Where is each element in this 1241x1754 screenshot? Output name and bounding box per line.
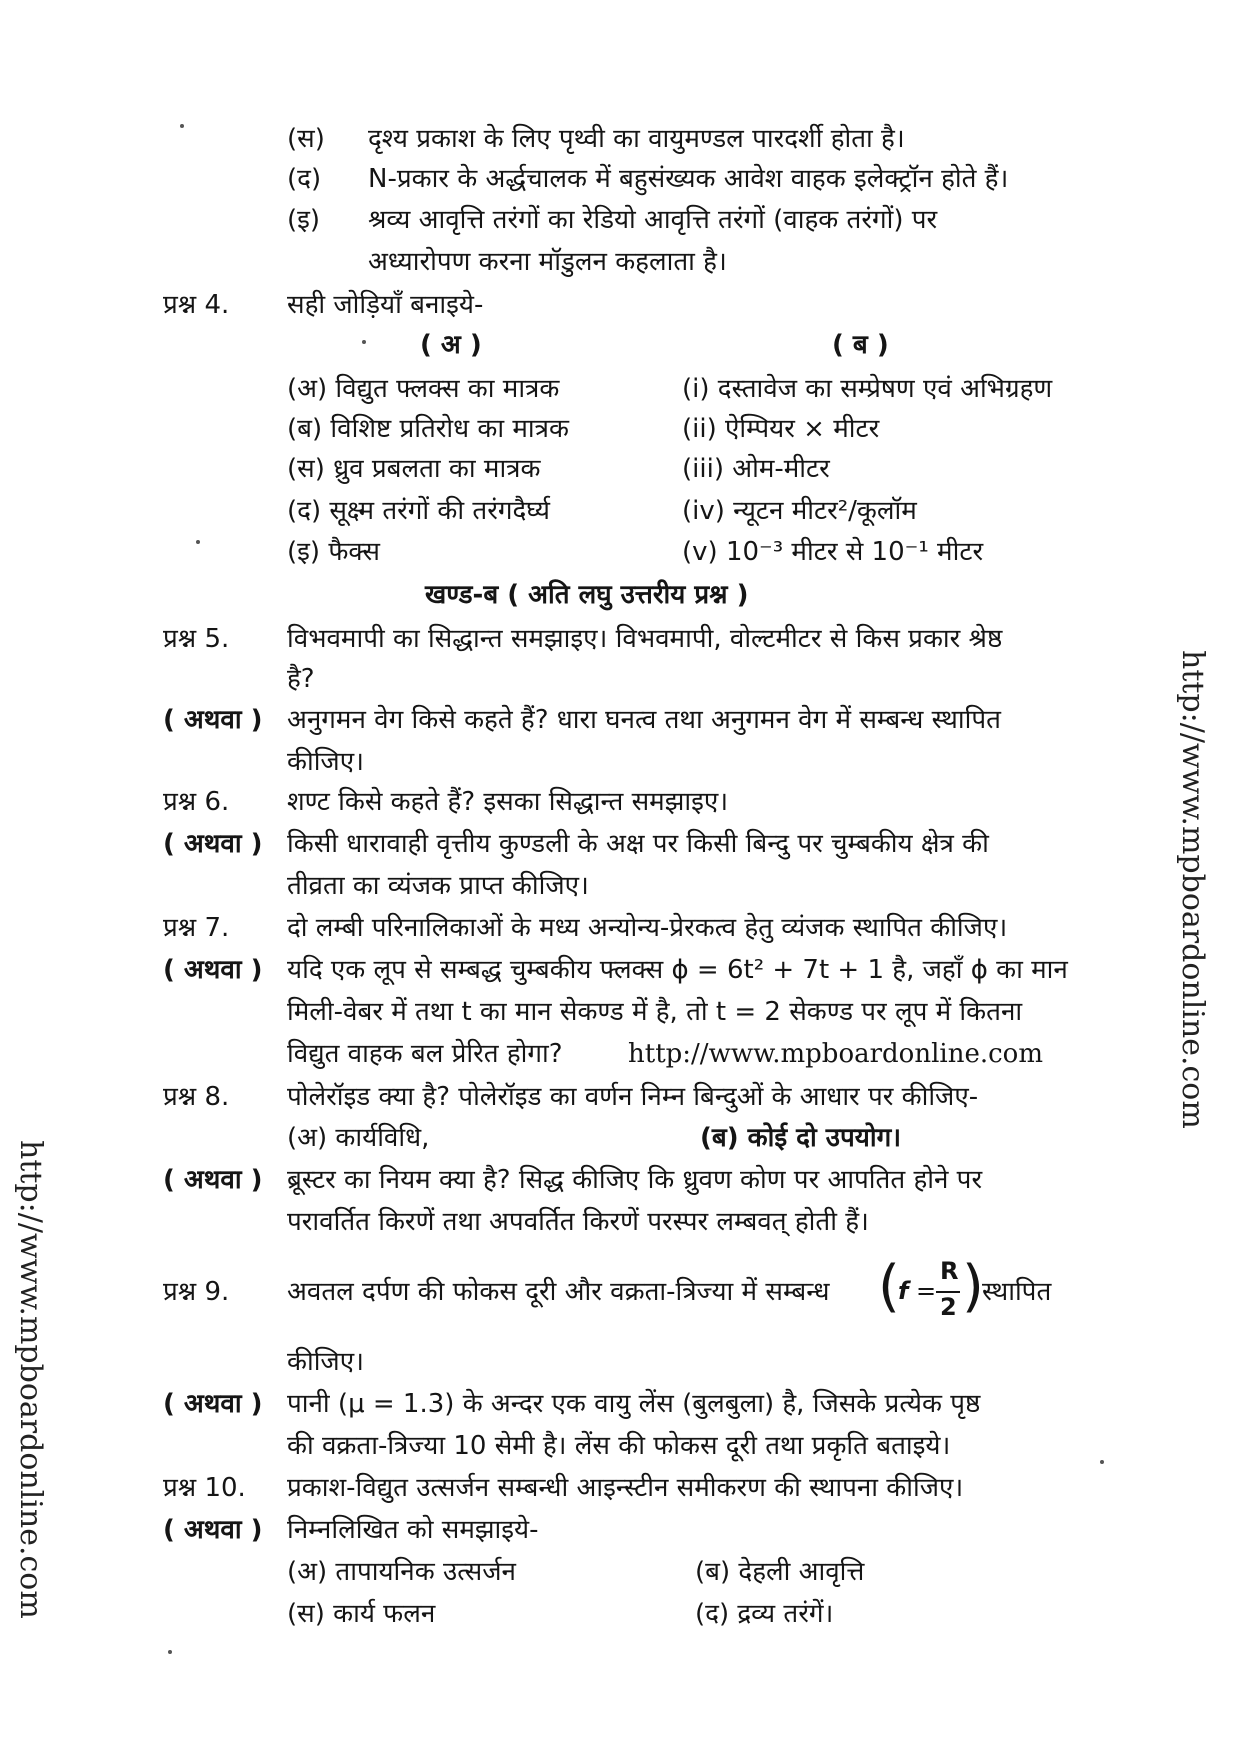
q4-row-b: (iv) न्यूटन मीटर²/कूलॉम: [682, 496, 917, 526]
inline-url: http://www.mpboardonline.com: [628, 1039, 1043, 1069]
q10-sub-a: (अ) तापायनिक उत्सर्जन: [287, 1557, 516, 1587]
q8-or-label: ( अथवा ): [163, 1165, 263, 1195]
q9-or-line2: की वक्रता-त्रिज्या 10 सेमी है। लेंस की फोकस दूरी तथा प्रकृति बताइये।: [287, 1431, 951, 1461]
scan-speckle: [1100, 1460, 1104, 1464]
q7-line1: दो लम्बी परिनालिकाओं के मध्य अन्योन्य-प्रेरकत्व हेतु व्यंजक स्थापित कीजिए।: [287, 913, 1008, 943]
q7-or-line3: विद्युत वाहक बल प्रेरित होगा?: [287, 1039, 563, 1069]
q4-row-b: (ii) ऐम्पियर × मीटर: [682, 414, 880, 444]
formula-lhs: f: [898, 1277, 909, 1305]
q4-row-a: (स) ध्रुव प्रबलता का मात्रक: [287, 454, 541, 484]
q5-line1: विभवमापी का सिद्धान्त समझाइए। विभवमापी, वोल्टमीटर से किस प्रकार श्रेष्ठ: [287, 624, 1003, 654]
q4-text: सही जोड़ियाँ बनाइये-: [287, 290, 484, 320]
scan-speckle: [168, 1650, 172, 1654]
q7-or-label: ( अथवा ): [163, 955, 263, 985]
q8-label: प्रश्न 8.: [163, 1082, 230, 1112]
q9-line2: कीजिए।: [287, 1347, 364, 1377]
q4-label: प्रश्न 4.: [163, 290, 230, 320]
q7-or-line1: यदि एक लूप से सम्बद्ध चुम्बकीय फ्लक्स ϕ = 6t² + 7t + 1 है, जहाँ ϕ का मान: [287, 955, 1068, 985]
q4-row-b: (v) 10⁻³ मीटर से 10⁻¹ मीटर: [682, 537, 984, 567]
q8-line1: पोलेरॉइड क्या है? पोलेरॉइड का वर्णन निम्न बिन्दुओं के आधार पर कीजिए-: [287, 1082, 979, 1112]
q10-sub-b: (ब) देहली आवृत्ति: [695, 1557, 865, 1587]
q9-line1-post: स्थापित: [982, 1277, 1052, 1307]
q4-row-a: (ब) विशिष्ट प्रतिरोध का मात्रक: [287, 414, 569, 444]
section-heading: खण्ड-ब ( अति लघु उत्तरीय प्रश्न ): [425, 580, 749, 610]
q4-row-a: (इ) फैक्स: [287, 537, 380, 567]
q10-or-label: ( अथवा ): [163, 1515, 263, 1545]
scan-speckle: [180, 124, 184, 128]
q8-sub-a: (अ) कार्यविधि,: [287, 1123, 430, 1153]
exam-page: http://www.mpboardonline.com http://www.mpboardonline.com (स) दृश्य प्रकाश के लिए पृथ्वी का वायुमण्डल पारदर्शी होता है। (द) N-प्रकार के अर्द्धचालक में बहुसंख्यक आवेश वाहक इलेक्ट्रॉन होते हैं। (इ) श्रव्य आवृत्ति तरंगों का रेडियो आवृत्ति तरंगों (वाहक तरंगों) पर अध्यारोपण करना मॉडुलन कहलाता है। प्रश्न 4. सही जोड़ियाँ बनाइये- ( अ ) ( ब ) (अ) विद्युत फ्लक्स का मात्रक (i) दस्तावेज का सम्प्रेषण एवं अभिग्रहण (ब) विशिष्ट प्रतिरोध का मात्रक (ii) ऐम्पियर × मीटर (स) ध्रुव प्रबलता का मात्रक (iii) ओम-मीटर (द) सूक्ष्म तरंगों की तरंगदैर्घ्य (iv) न्यूटन मीटर²/कूलॉम (इ) फैक्स (v) 10⁻³ मीटर से 10⁻¹ मीटर खण्ड-ब ( अति लघु उत्तरीय प्रश्न ) प्रश्न 5. विभवमापी का सिद्धान्त समझाइए। विभवमापी, वोल्टमीटर से किस प्रकार श्रेष्ठ है? ( अथवा ) अनुगमन वेग किसे कहते हैं? धारा घनत्व तथा अनुगमन वेग में सम्बन्ध स्थापित कीजिए। प्रश्न 6. शण्ट किसे कहते हैं? इसका सिद्धान्त समझाइए। ( अथवा ) किसी धारावाही वृत्तीय कुण्डली के अक्ष पर किसी बिन्दु पर चुम्बकीय क्षेत्र की तीव्रता का व्यंजक प्राप्त कीजिए। प्रश्न 7. दो लम्बी परिनालिकाओं के मध्य अन्योन्य-प्रेरकत्व हेतु व्यंजक स्थापित कीजिए। ( अथवा ) यदि एक लूप से सम्बद्ध चुम्बकीय फ्लक्स ϕ = 6t² + 7t + 1 है, जहाँ ϕ का मान मिली-वेबर में तथा t का मान सेकण्ड में है, तो t = 2 सेकण्ड पर लूप में कितना विद्युत वाहक बल प्रेरित होगा? http://www.mpboardonline.com प्रश्न 8. पोलेरॉइड क्या है? पोलेरॉइड का वर्णन निम्न बिन्दुओं के आधार पर कीजिए- (अ) कार्यविधि, (ब) कोई दो उपयोग। ( अथवा ) ब्रूस्टर का नियम क्या है? सिद्ध कीजिए कि ध्रुवण कोण पर आपतित होने पर परावर्तित किरणें तथा अपवर्तित किरणें परस्पर लम्बवत् होती हैं। प्रश्न 9. अवतल दर्पण की फोकस दूरी और वक्रता-त्रिज्या में सम्बन्ध ( f = R 2 ) स्थापित कीजिए। ( अथवा ) पानी (μ = 1.3) के अन्दर एक वायु लेंस (बुलबुला) है, जिसके प्रत्येक पृष्ठ की वक्रता-त्रिज्या 10 सेमी है। लेंस की फोकस दूरी तथा प्रकृति बताइये। प्रश्न 10. प्रकाश-विद्युत उत्सर्जन सम्बन्धी आइन्स्टीन समीकरण की स्थापना कीजिए। ( अथवा ) निम्नलिखित को समझाइये- (अ) तापायनिक उत्सर्जन (ब) देहली आवृत्ति (स) कार्य फलन (द) द्रव्य तरंगें।: [0, 0, 1241, 1754]
q8-sub-b: (ब) कोई दो उपयोग।: [700, 1123, 902, 1153]
q3-item-label-i: (इ): [287, 205, 321, 235]
q5-or-label: ( अथवा ): [163, 705, 263, 735]
scan-speckle: [196, 540, 200, 544]
q6-or-label: ( अथवा ): [163, 829, 263, 859]
q10-sub-d: (द) द्रव्य तरंगें।: [695, 1599, 834, 1629]
q10-line1: प्रकाश-विद्युत उत्सर्जन सम्बन्धी आइन्स्टीन समीकरण की स्थापना कीजिए।: [287, 1473, 964, 1503]
formula-right-paren: ): [962, 1254, 984, 1319]
q3-item-label-s: (स): [287, 124, 325, 154]
q9-label: प्रश्न 9.: [163, 1277, 230, 1307]
q3-item-d: N-प्रकार के अर्द्धचालक में बहुसंख्यक आवेश वाहक इलेक्ट्रॉन होते हैं।: [368, 164, 1009, 194]
q6-or-line2: तीव्रता का व्यंजक प्राप्त कीजिए।: [287, 871, 589, 901]
q8-or-line1: ब्रूस्टर का नियम क्या है? सिद्ध कीजिए कि ध्रुवण कोण पर आपतित होने पर: [287, 1165, 983, 1195]
q9-or-label: ( अथवा ): [163, 1389, 263, 1419]
q6-or-line1: किसी धारावाही वृत्तीय कुण्डली के अक्ष पर किसी बिन्दु पर चुम्बकीय क्षेत्र की: [287, 829, 989, 859]
q3-item-label-d: (द): [287, 164, 322, 194]
q3-item-i-cont: अध्यारोपण करना मॉडुलन कहलाता है।: [368, 247, 727, 277]
q9-or-line1: पानी (μ = 1.3) के अन्दर एक वायु लेंस (बुलबुला) है, जिसके प्रत्येक पृष्ठ: [287, 1389, 981, 1419]
q5-label: प्रश्न 5.: [163, 624, 230, 654]
q4-row-a: (द) सूक्ष्म तरंगों की तरंगदैर्घ्य: [287, 496, 550, 526]
q5-or-line2: कीजिए।: [287, 747, 364, 777]
focal-length-formula: [878, 1254, 984, 1327]
q4-col-a-header: ( अ ): [420, 330, 482, 360]
q7-or-line2: मिली-वेबर में तथा t का मान सेकण्ड में है, तो t = 2 सेकण्ड पर लूप में कितना: [287, 997, 1023, 1027]
q6-line1: शण्ट किसे कहते हैं? इसका सिद्धान्त समझाइए।: [287, 787, 729, 817]
q5-line2: है?: [287, 664, 315, 694]
q4-col-b-header: ( ब ): [832, 330, 889, 360]
formula-numerator: R: [940, 1257, 959, 1285]
q10-label: प्रश्न 10.: [163, 1473, 246, 1503]
q10-or-line1: निम्नलिखित को समझाइये-: [287, 1515, 539, 1545]
q6-label: प्रश्न 6.: [163, 787, 230, 817]
formula-denominator: 2: [940, 1293, 957, 1321]
q4-row-a: (अ) विद्युत फ्लक्स का मात्रक: [287, 374, 560, 404]
q8-or-line2: परावर्तित किरणें तथा अपवर्तित किरणें परस्पर लम्बवत् होती हैं।: [287, 1207, 869, 1237]
formula-left-paren: (: [878, 1254, 900, 1319]
q9-line1-pre: अवतल दर्पण की फोकस दूरी और वक्रता-त्रिज्या में सम्बन्ध: [287, 1277, 830, 1307]
watermark-right: http://www.mpboardonline.com: [1175, 650, 1210, 1129]
q4-row-b: (iii) ओम-मीटर: [682, 454, 830, 484]
q5-or-line1: अनुगमन वेग किसे कहते हैं? धारा घनत्व तथा अनुगमन वेग में सम्बन्ध स्थापित: [287, 705, 1001, 735]
q3-item-s: दृश्य प्रकाश के लिए पृथ्वी का वायुमण्डल पारदर्शी होता है।: [368, 124, 905, 154]
scan-speckle: [362, 340, 366, 344]
q7-label: प्रश्न 7.: [163, 913, 230, 943]
q3-item-i: श्रव्य आवृत्ति तरंगों का रेडियो आवृत्ति तरंगों (वाहक तरंगों) पर: [368, 205, 938, 235]
q4-row-b: (i) दस्तावेज का सम्प्रेषण एवं अभिग्रहण: [682, 374, 1053, 404]
formula-equals: =: [916, 1277, 937, 1305]
q10-sub-c: (स) कार्य फलन: [287, 1599, 436, 1629]
